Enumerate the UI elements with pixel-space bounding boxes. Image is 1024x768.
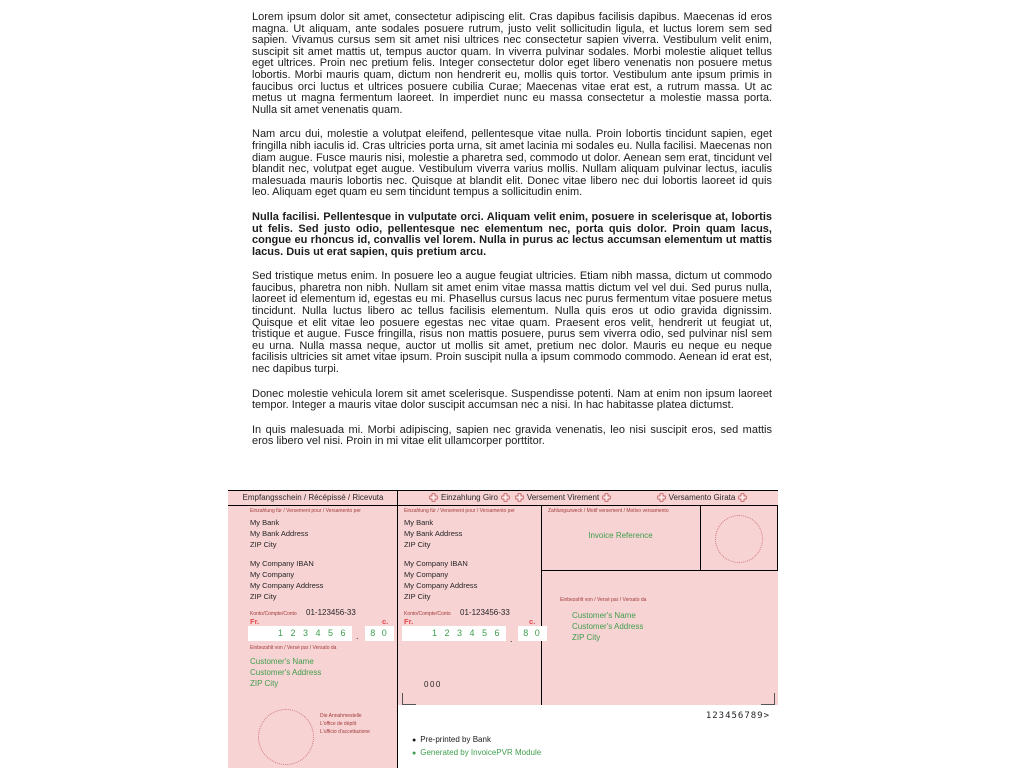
purpose-box-bottom-line (541, 570, 778, 571)
giro-company-name: My Company (404, 570, 449, 579)
virement-header-label: Versement Virement (526, 493, 600, 502)
payment-slip (228, 490, 778, 768)
stamp-box-right-line (777, 505, 778, 570)
giro-company-address: My Company Address (404, 581, 478, 590)
receipt-amount-cents: 8 0 (370, 628, 389, 638)
payment-customer-address: Customer's Address (572, 622, 644, 631)
giro-code: 000 (424, 680, 442, 689)
receipt-company-iban: My Company IBAN (250, 559, 314, 568)
cut-cross-icon (429, 493, 438, 502)
receipt-pay-to-label: Einzahlung für / Versement pour / Versamento per (250, 508, 361, 514)
receipt-header-title (228, 491, 398, 504)
cut-cross-icon (657, 493, 666, 502)
receipt-amount-francs: 1 2 3 4 5 6 (277, 628, 348, 638)
giro-account-number: 01-123456-33 (460, 608, 510, 617)
receipt-customer-address: Customer's Address (250, 668, 322, 677)
bullet-icon: ● (412, 750, 417, 757)
receipt-customer-name: Customer's Name (250, 657, 314, 666)
giro-amount-separator: . (510, 634, 513, 644)
receipt-company-address: My Company Address (250, 581, 324, 590)
payment-stamp-circle (715, 515, 763, 563)
giro-account-label: Konto/Compte/Conto (404, 611, 451, 617)
receipt-company-city: ZIP City (250, 592, 277, 601)
girata-header-title (626, 491, 778, 504)
receipt-customer-city: ZIP City (250, 679, 279, 688)
receipt-paid-by-label: Einbezahlt von / Versé par / Versato da (250, 645, 337, 651)
receipt-bank-city: ZIP City (250, 540, 277, 549)
paragraph-red: Nam arcu dui, molestie a volutpat eleifend, pellentesque vitae nulla. Proin lobortis tincidunt sapien, eget fringilla nibh iaculis id. Cras ultricies porta urna, sit amet lacinia mi sodales eu. Nulla facilisi. Maecenas non diam augue. Fusce mauris nisi, molestie a pharetra sed, commodo ut dolor. Aenean sem erat, tincidunt vel blandit nec, volutpat eget augue. Vestibulum viverra varius mollis. Nullam aliquam pulvinar lectus, iaculis malesuada mauris lobortis nec. Quisque at blandit elit. Donec vitae libero nec dui lobortis laoreet id quis leo. Aliquam eget quam eu sem tincidunt tempus a sollicitudin enim. (252, 128, 772, 199)
paragraph-intro: Lorem ipsum dolor sit amet, consectetur adipiscing elit. Cras dapibus facilisis dapibus. Maecenas id eros magna. Ut aliquam, ante sodales posuere rutrum, justo velit sollicitudin ligula, et luctus lorem sem sed sapien. Vivamus cursus sem sit amet nisi ultrices nec consectetur sapien viverra. Vestibulum velit enim, suscipit sit amet mattis ut, tempus auctor quam. In viverra pulvinar sodales. Morbi molestie aliquet tellus eget ultrices. Proin nec pretium felis. Integer consectetur dolor eget libero venenatis non posuere metus lobortis. Morbi mauris quam, dictum non hendrerit eu, mollis quis tortor. Vestibulum ante ipsum primis in faucibus orci luctus et ultrices posuere cubilia Curae; Maecenas vitae erat est, a rutrum massa. Ut ac metus ut magna fermentum laoreet. In imperdiet nunc eu massa consectetur a molestie massa porta. Nulla sit amet venenatis quam. (252, 11, 772, 116)
receipt-acceptance-line-2: L'office de dépôt (320, 721, 357, 727)
receipt-account-label: Konto/Compte/Conto (250, 611, 297, 617)
giro-bank-address: My Bank Address (404, 529, 463, 538)
payment-customer-city: ZIP City (572, 633, 601, 642)
receipt-bank-name: My Bank (250, 518, 280, 527)
giro-corner-mark-left (402, 693, 416, 705)
receipt-cents-label: c. (382, 617, 389, 626)
giro-amount-cents-box (518, 626, 547, 641)
receipt-company-name: My Company (250, 570, 295, 579)
receipt-amount-cents-box (365, 626, 394, 641)
paragraph-closing-1: Donec molestie vehicula lorem sit amet scelerisque. Suspendisse potenti. Nam at enim non ipsum laoreet tempor. Integer a mauris vitae dolor suscipit accumsan nec a nisi. In hac habitasse platea dictumst. (252, 387, 772, 412)
giro-amount-francs-box (402, 626, 506, 641)
bullet-icon: ● (412, 737, 417, 744)
giro-amount-francs: 1 2 3 4 5 6 (431, 628, 502, 638)
payment-customer-name: Customer's Name (572, 611, 636, 620)
paragraph-closing-2: In quis malesuada mi. Morbi adipiscing, sapien nec gravida venenatis, leo nisi suscipit eros, sed mattis eros libero vel nisi. Proin in mi vitae elit ullamcorper porttitor. (252, 423, 772, 448)
receipt-amount-francs-box (248, 626, 352, 641)
legend-generated-label: Generated by InvoicePVR Module (420, 748, 542, 757)
giro-company-iban: My Company IBAN (404, 559, 468, 568)
receipt-francs-label: Fr. (250, 617, 260, 626)
receipt-bank-address: My Bank Address (250, 529, 309, 538)
girata-header-label: Versamento Girata (668, 493, 736, 502)
virement-header-title (500, 491, 626, 504)
receipt-stamp-circle (258, 709, 314, 765)
paragraph-body: Sed tristique metus enim. In posuere leo a augue feugiat ultricies. Etiam nibh massa, dictum ut commodo faucibus, pharetra non nibh. Nullam sit amet enim vitae massa mattis dictum vel vel dui. Sed purus nulla, laoreet id elementum id, egestas eu mi. Phasellus cursus lacus nec purus fermentum vitae posuere metus tincidunt. Nulla luctus libero ac tellus facilisis elementum. Nulla quis eros ut odio gravida dignissim. Quisque et elit vitae leo posuere egestas nec vitae quam. Praesent eros velit, hendrerit ut feugiat ut, tristique et augue. Fusce fringilla, risus non mattis posuere, purus sem viverra odio, sed pulvinar nisl sem eu urna. Nulla massa neque, auctor ut mollis sit amet, pretium nec dolor. Mauris eu neque eu neque facilisis ultricies sit amet vitae ipsum. Proin suscipit nulla a ipsum commodo commodo. Aenean id erat est, nec dapibus turpi. (252, 270, 772, 376)
giro-pay-to-label: Einzahlung für / Versement pour / Versamento per (404, 508, 515, 514)
paragraph-blue: Nulla facilisi. Pellentesque in vulputate orci. Aliquam velit enim, posuere in scelerisque at, lobortis ut felis. Sed justo odio, pellentesque nec elementum nec, porta quis dolor. Proin quam lacus, congue eu rhoncus id, convallis vel lorem. Nulla in purus ac lectus accumsan elementum ut mattis lacus. Duis ut erat sapien, quis pretium arcu. (252, 210, 772, 258)
cut-cross-icon (738, 493, 747, 502)
payment-paid-by-label: Einbezahlt von / Versé par / Versato da (560, 597, 647, 603)
giro-cents-label: c. (529, 617, 536, 626)
giro-header-label: Einzahlung Giro (441, 493, 498, 502)
purpose-label: Zahlungszweck / Motif versement / Motivo versamento (548, 508, 669, 514)
cut-cross-icon (515, 493, 524, 502)
receipt-acceptance-line-1: Die Annahmestelle (320, 713, 362, 719)
giro-francs-label: Fr. (404, 617, 414, 626)
receipt-acceptance-line-3: L'ufficio d'accettazione (320, 729, 370, 735)
stamp-box-left-line (700, 505, 701, 570)
cut-cross-icon (602, 493, 611, 502)
giro-amount-cents: 8 0 (523, 628, 542, 638)
invoice-reference: Invoice Reference (588, 531, 653, 540)
giro-company-city: ZIP City (404, 592, 431, 601)
receipt-account-number: 01-123456-33 (306, 608, 356, 617)
document-text-block (252, 12, 772, 461)
giro-corner-mark-right (761, 693, 775, 705)
giro-bank-name: My Bank (404, 518, 434, 527)
legend-item-generated (412, 748, 541, 759)
receipt-divider-line (397, 490, 398, 768)
receipt-header-label: Empfangsschein / Récépissé / Ricevuta (242, 493, 384, 502)
ocr-code-line: 123456789> (705, 711, 770, 721)
giro-bank-city: ZIP City (404, 540, 431, 549)
legend-item-preprinted (412, 735, 491, 746)
legend-preprinted-label: Pre-printed by Bank (420, 735, 491, 744)
receipt-amount-separator: . (356, 631, 359, 641)
